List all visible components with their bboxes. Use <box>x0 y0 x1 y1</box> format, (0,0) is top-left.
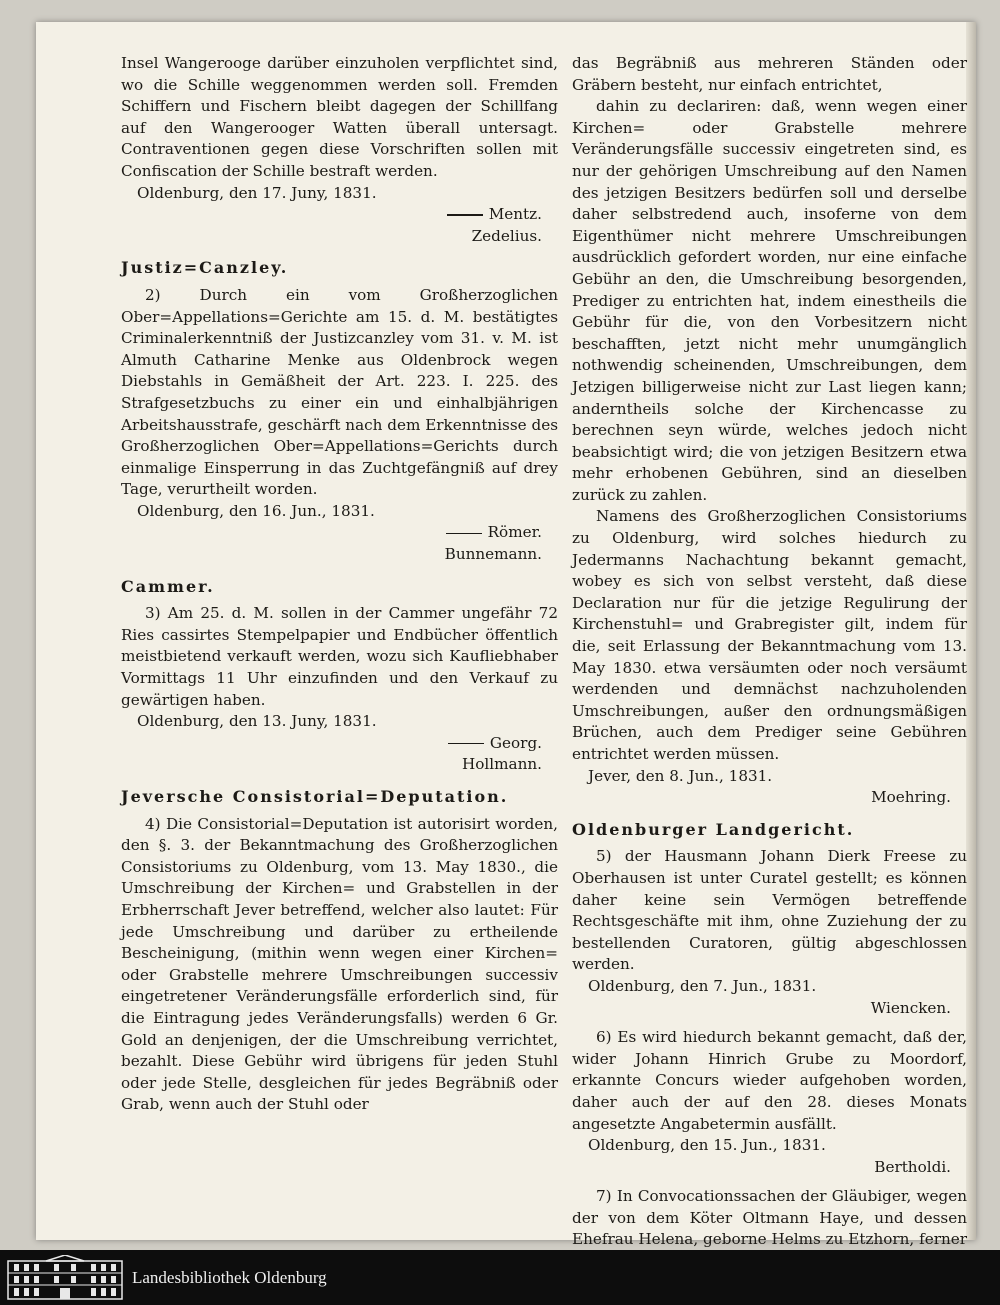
section1-paragraph: 2) Durch ein vom Großherzoglichen Ober=Appellations=Gerichte am 15. d. M. bestätigtes Criminalerkenntniß der Justizcanzley vom 31. v. M. ist Almuth Catharine Menke aus Oldenbrock wegen Diebstahls in Gemäßheit der Art. 223. I. 225. des Strafgesetzbuchs zu einer ein und einhalbjährigen Arbeitshausstrafe, geschärft nach dem Erkenntnisse des Großherzoglichen Ober=Appellations=Gerichts durch einmalige Einsperrung in das Zuchtgefängniß auf drey Tage, verurtheilt worden. <box>121 285 558 499</box>
section2-date: Oldenburg, den 13. Juny, 1831. <box>137 712 377 731</box>
jever-date: Jever, den 8. Jun., 1831. <box>588 766 773 785</box>
section2-signature-1 <box>121 733 558 755</box>
item6-signature: Bertholdi. <box>874 1157 951 1176</box>
jever-signature: Moehring. <box>871 788 951 807</box>
declaration-paragraph: dahin zu declariren: daß, wenn wegen einer Kirchen= oder Grabstelle mehrere Veränderungsfälle successiv eingetreten sind, es nur der gehörigen Umschreibung auf den Namen des jetzigen Besitzers bedürfen soll und derselbe daher selbstredend auch, insoferne von dem Eigenthümer nicht mehrere Umschreibungen ausdrücklich gefordert worden, nur eine einfache Gebühr an den, die Umschreibung besorgenden, Prediger zu entrichten hat, indem einestheils die Gebühr für die, von den Vorbesitzern nicht beschafften, jetzt nicht mehr unumgänglich nothwendig scheinenden, Umschreibungen, dem Jetzigen billigerweise nicht zur Last liegen kann; anderntheils solche der Kirchencasse zu berechnen seyn würde, welches jedoch nicht beabsichtigt wird; die von jetzigen Besitzern etwa mehr erhobenen Gebühren, sind an dieselben zurück zu zahlen. <box>572 97 967 504</box>
section-heading-consistorial: Jeversche Consistorial=Deputation. <box>121 787 509 806</box>
section1-signature-1 <box>121 522 558 544</box>
item5-paragraph: 5) der Hausmann Johann Dierk Freese zu Oberhausen ist unter Curatel gestellt; es können daher keine sein Vermögen betreffende Rechtsgeschäfte mit ihm, ohne Zuziehung der zu bestellenden Curatoren, gültig abgeschlossen werden. <box>572 847 967 974</box>
section1-date: Oldenburg, den 16. Jun., 1831. <box>137 501 375 520</box>
intro-paragraph: Insel Wangerooge darüber einzuholen verpflichtet sind, wo die Schille weggenommen werden soll. Fremden Schiffern und Fischern bleibt dagegen der Schillfang auf den Wangerooger Watten überall untersagt. Contraventionen gegen diese Vorschriften sollen mit Confiscation der Schille bestraft werden. <box>121 54 558 180</box>
section3-paragraph: 4) Die Consistorial=Deputation ist autorisirt worden, den §. 3. der Bekanntmachung des Großherzoglichen Consistoriums zu Oldenburg, vom 13. May 1830., die Umschreibung der Kirchen= und Grabstellen in der Erbherrschaft Jever betreffend, welcher also lautet: Für jede Umschreibung und darüber zu ertheilende Bescheinigung, (mithin wenn wegen einer Kirchen= oder Grabstelle mehrere Umschreibungen successiv eingetretener Veränderungsfälle erforderlich sind, für die Eintragung jedes Veränderungsfalls) werden 6 Gr. Gold an denjenigen, der die Umschreibung verrichtet, bezahlt. Diese Gebühr wird übrigens für jeden Stuhl oder jede Stelle, desgleichen für jedes Begräbniß oder Grab, wenn auch der Stuhl oder <box>121 814 558 1114</box>
library-building-icon <box>6 1255 124 1301</box>
item6-date: Oldenburg, den 15. Jun., 1831. <box>588 1136 826 1155</box>
signature-name: Mentz. <box>488 205 542 224</box>
section2-paragraph: 3) Am 25. d. M. sollen in der Cammer ungefähr 72 Ries cassirtes Stempelpapier und Endbücher öffentlich meistbietend verkauft werden, wozu sich Kaufliebhaber Vormittags 11 Uhr einzufinden und den Verkauf zu gewärtigen haben. <box>121 604 558 709</box>
left-column <box>121 53 558 1116</box>
intro-signature-2: Zedelius. <box>471 226 542 245</box>
page-edge <box>966 22 976 1240</box>
library-name: Landesbibliothek Oldenburg <box>132 1267 327 1287</box>
item5-signature: Wiencken. <box>870 998 951 1017</box>
intro-signature-1 <box>121 204 558 226</box>
section1-signature-2: Bunnemann. <box>444 545 542 564</box>
item5-date: Oldenburg, den 7. Jun., 1831. <box>588 976 817 995</box>
section2-signature-2: Hollmann. <box>462 755 542 774</box>
signature-name: Römer. <box>487 523 542 542</box>
intro-date: Oldenburg, den 17. Juny, 1831. <box>137 183 377 202</box>
item6-paragraph: 6) Es wird hiedurch bekannt gemacht, daß der, wider Johann Hinrich Grube zu Moordorf, erkannte Concurs wieder aufgehoben worden, daher auch der auf den 28. dieses Monats angesetzte Angabetermin ausfällt. <box>572 1028 967 1133</box>
notice-paragraph: Namens des Großherzoglichen Consistoriums zu Oldenburg, wird solches hiedurch zu Jedermanns Nachachtung bekannt gemacht, wobey es sich von selbst versteht, daß diese Declaration nur für die jetzige Regulirung der Kirchenstuhl= und Grabregister gilt, indem für die, seit Erlassung der Bekanntmachung vom 13. May 1830. etwa versäumten oder noch versäumt werdenden und demnächst nachzuholenden Umschreibungen, außer den ordnungsmäßigen Brüchen, auch dem Prediger seine Gebühren entrichtet werden müssen. <box>572 507 967 763</box>
library-footer <box>0 1250 1000 1305</box>
signature-name: Georg. <box>489 733 542 752</box>
section-heading-cammer: Cammer. <box>121 576 215 596</box>
continuation-paragraph: das Begräbniß aus mehreren Ständen oder Gräbern besteht, nur einfach entrichtet, <box>572 54 967 94</box>
section-heading-justiz: Justiz=Canzley. <box>121 258 289 278</box>
section-heading-landgericht: Oldenburger Landgericht. <box>572 819 855 839</box>
right-column <box>572 53 967 1305</box>
item7-paragraph: 7) In Convocationssachen der Gläubiger, wegen der von dem Köter Oltmann Haye, und dessen Ehefrau Helena, geborne Helms zu Etzhorn, ferner <box>572 1187 967 1249</box>
